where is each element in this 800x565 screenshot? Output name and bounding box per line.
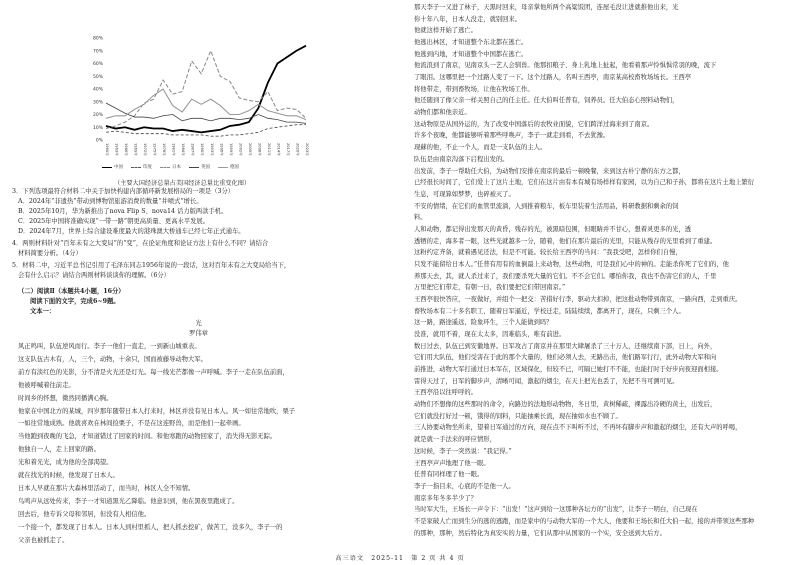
series-line-印度 [106, 125, 306, 136]
story-line: 他就这样开始了逃亡。 [414, 27, 477, 35]
x-tick-label: 1960年 [105, 143, 109, 156]
story-line: 数日过去，队伍已到安徽地界。日军攻占了南京并在那里大肆屠杀了三十万人，还继续南下部，日上，向外， [414, 342, 717, 350]
story-line: 养那天去，其，就人杀过来了，我们要杀死大量的它们。不不会它们。哪怕你我，我也不伤害它们的人，千里 [414, 272, 717, 280]
story-line: 了眼泪。这哪里把一个过路人变了一下。这个过路人，名叫王西亭，南京某高校畜牧场场长。王西亭 [414, 74, 692, 82]
x-tick-label: 2014年 [276, 143, 281, 156]
story-line: 前方有淡红色的光影，分不清是火光还是灯光。每一线光芒都像一声呼喊。李子一走在队伍前面， [18, 368, 289, 376]
story-line: 一个接一个，都发现了日本人。日本人到村里抓人，把人抓去挖矿，做苦工，没多久，李子一的 [18, 523, 283, 531]
story-line: 就在找光的时候，他发现了日本人。 [18, 472, 119, 479]
x-tick-label: 1990年 [200, 143, 205, 156]
x-tick-label: 2017年 [285, 143, 290, 156]
legend-item [189, 164, 210, 170]
story-line: 已经很长时间了，它们爱上了这片土地，它们在这片由有本有城有场样样有家园，以为自己和子孙，都将在这片土地上繁衍 [414, 179, 755, 187]
legend-item [102, 164, 123, 170]
story-line: 只发不能留给日本人。”任普有用有的血倒最上来动物，这些动物，可是我们心中的神的。走能杀你死了它们的，他 [414, 260, 729, 268]
story-line: 他家在中国北方的某城，四岁那年随带日本人打来时，林区并没有见日本人。风一如往常地吹，栗子 [18, 407, 296, 415]
story-line: 将他带走，带到畜牧场，让他在牧场工作。 [414, 85, 534, 93]
story-line: 出发前，李子一帮助任大伯，为动物们安排在南京的最后一顿晚餐，来到这古朴宁静的东方之都， [414, 167, 685, 175]
q4-stem-cont: 材料简要分析。（4分） [18, 250, 82, 257]
x-tick-label: 2020年 [295, 143, 300, 156]
chart-caption: （主要大国经济总量占美国经济总量比重变化图） [114, 180, 251, 187]
story-line: 动物们都和他亲近。 [414, 109, 471, 117]
story-line: 任普有同样理了他一眼。 [414, 471, 484, 479]
story-line: 它们就没打好过一顿，饿得的饲料，只能抽乘长流，现在抽如水也不顾了。 [414, 412, 622, 420]
gdp-ratio-chart [86, 30, 316, 180]
story-line: 料。 [414, 214, 427, 222]
x-tick-label: 2002年 [238, 143, 243, 156]
section-heading: （二）阅读Ⅱ（本题共4小题，16分） [18, 288, 125, 295]
x-tick-label: 1963年 [114, 143, 119, 156]
story-line: 现蘇的他，不止一个人，而是一支队伍的主人。 [414, 144, 547, 152]
story-line: 万里把它们带走，有朝一日，我们要把它们带回南京。” [414, 284, 566, 292]
story-line: 当他跑到夜晚的飞急，才知道错过了回家的时间。和他寒跑的动物回家了，消失得无影无踪。 [18, 433, 277, 441]
x-tick-label: 1966年 [124, 143, 129, 156]
story-line: 南京多年冬多半少了？ [414, 494, 477, 502]
q3-option-a: A．2024年“非遗热”带动到博物馆旅游消费的数量“井喷式”增长。 [18, 198, 203, 205]
story-author: 罗伟章 [189, 330, 208, 337]
story-line: 这时候，李子一突然说：“我记得。” [414, 447, 512, 455]
text-one-label: 文本一： [30, 308, 56, 315]
story-line: 许多个夜晚，他都能够听着那些呼唤声，李子一就走到看，不去犹豫。 [414, 132, 610, 140]
legend-swatch [160, 167, 170, 168]
q3-option-b: B．2025年10月，华为新推出了nova Flip S、nova14 话力版两款手机。 [18, 208, 228, 215]
q3-option-c: C．2025年中国将准确实现“一带一路”朝更高质量、更高水平发展。 [18, 218, 210, 225]
x-tick-label: 1984年 [181, 143, 186, 156]
chart-svg [86, 30, 316, 160]
story-line: 他独自一人，走上回家的路。 [18, 446, 100, 454]
story-line: 回去后，他专诉父母和邻居，但没有人相信他。 [18, 510, 151, 518]
x-tick-label: 2008年 [257, 143, 262, 156]
q4-stem: 4．两则材料针对“百年未有之大变局”的“变”，在论证角度和论证方法上有什么不同？请结合 [12, 240, 269, 247]
story-line: 就是就一手法来的呼应情形， [414, 436, 496, 444]
story-line: 他流浪到了南京，见南京头一艺人会驯兽。他那扣粮子、身上乳地上扯起，他看着那声怜惧惧常羽的晚，流下 [414, 62, 717, 70]
story-line: 这支队伍古木有，人，三个，动物，十余只，国而被藤导动物大军。 [18, 355, 207, 363]
chart-legend [102, 164, 322, 170]
story-line: 时间乡的怀想，微然同播满心胸。 [18, 394, 113, 402]
legend-label: 德国 [230, 165, 239, 170]
x-tick-label: 1972年 [143, 143, 148, 156]
story-line: 这一路，路途遥远，险象环生，三个人能做到吗？ [414, 319, 553, 327]
story-line: 动物们不想像的这些那时的命令，向路边的法地形动物物，冬日里，黄树稀疏，裸露出冷硬的黄土，出发后， [414, 401, 717, 409]
story-line: 那天李子一又进了林子，天黑时回来，母亲掌他所两个高粱饭团，连屋毛没让进就推他出来，光 [414, 4, 679, 11]
q3-stem: 3．下列选项最符合材料二中关于加快构建内部循环新发展格局的一项是（3分） [12, 188, 235, 195]
legend-label: 印度 [143, 165, 152, 170]
story-line: 不安的情绪，在它们的血管里流淌，人到推着粮车，板车里装着生活用品，料研教据和剩余的饲 [414, 202, 679, 210]
legend-label: 中国 [114, 165, 123, 170]
legend-label: 日本 [172, 165, 181, 170]
q3-option-d: D．2024年7月，世界上综合建设难度最大的港珠澳大桥通车已经七年正式通车。 [18, 228, 245, 235]
y-tick-label: 40% [92, 87, 103, 93]
story-line: 父亲也被抓走了。 [18, 536, 69, 544]
story-line: 李子一指目来，心底的不是他一人。 [414, 482, 515, 490]
story-line: 这粉约定齐备，就着遇见还法，但是不可能。较长给王西亭的当问：“我我受吧，怎样你们自慢， [414, 249, 682, 257]
legend-item [131, 164, 152, 170]
x-tick-label: 2005年 [247, 143, 252, 156]
q5-stem-cont: 会有什么启示？请结合两则材料谈谈你的理解。（6分） [18, 272, 170, 279]
story-title: 光 [195, 320, 202, 327]
x-tick-label: 1969年 [133, 143, 138, 156]
x-tick-label: 1981年 [171, 143, 176, 156]
x-tick-label: 1978年 [162, 143, 167, 156]
legend-label: 英国 [201, 165, 210, 170]
y-tick-label: 0% [95, 138, 103, 144]
legend-item [160, 164, 181, 170]
story-line: 王西亭沿以往呼呼的。 [414, 389, 477, 397]
story-line: 光和着光光，成为他的全部渴望。 [18, 459, 113, 467]
y-tick-label: 10% [92, 125, 103, 131]
story-line: 王西亭很快答应，一夜做好，并组个一把交：苦措好行李，驱动大扣掉，把这批动物带到南京，一路向西，走到重庆。 [414, 296, 742, 303]
story-line: 王西亭声声地理了他一眼。 [414, 459, 490, 467]
legend-swatch [102, 167, 112, 168]
story-line: 队伍是由南京沟落下启程出发的。 [414, 155, 509, 163]
y-tick-label: 30% [92, 100, 103, 106]
story-line: 不是家破人亡而到生分的逃的逃跑，而是家中的与动物大军的一个大人，他要和王场长和任大伯一起，接的并带领这些那种 [414, 517, 755, 525]
page-footer: 高三语文 2025-11 第 2 页 共 4 页 [335, 555, 465, 562]
story-line: 日本人早就在那片大森林里活动了，而当时，林区人全不知情。 [18, 484, 195, 492]
story-line: 三人协要动物坐所来，望着日军通过的方向，现在点不下叫听不过，不再坏有脚步声和激起的烟尘，还有大声的呼喝， [414, 424, 742, 432]
y-tick-label: 20% [92, 113, 103, 118]
story-line: 畜牧场本有二十多名职工，随着日军逼近，学校迁走，陆陆续续，都离开了，现在，只剩三个人。 [414, 307, 685, 315]
section-instruction: 阅读下面的文字，完成6~9题。 [30, 298, 120, 305]
story-line: 风正鸣叫，队伍逆风而行。李子一他们一直走，一到新山城重表。 [18, 343, 201, 350]
story-line: 他逃到内地，才知道整个中国都在逃亡。 [414, 50, 528, 58]
story-line: 他逃出林区，才知道整个东北都在逃亡。 [414, 39, 528, 47]
x-tick-label: 2011年 [266, 143, 271, 156]
x-tick-label: 1975年 [152, 143, 157, 156]
story-line: 没准，就用不着，现在太太多，因难临头，唯有前进。 [414, 331, 566, 339]
legend-swatch [189, 167, 199, 168]
y-tick-label: 50% [92, 74, 103, 80]
story-line: 鸟鸣声从远处传来，李子一才知道黑光乙降临。他意识到，他在黑夜里跑成了。 [18, 497, 239, 505]
story-line: 的那种，那种，然后特化为真安实的力量，它们从那中从国家的一个实，安全送到大后方。 [414, 529, 666, 537]
story-line: 他被呼喊着往前走。 [18, 381, 75, 389]
q5-stem: 5．材料二中，习近平总书记引用了毛泽东同志1956年说的一段话，这对百年未有之大变局给当下， [12, 262, 291, 269]
x-tick-label: 1993年 [209, 143, 214, 156]
y-tick-label: 70% [92, 49, 103, 55]
series-line-德国 [106, 89, 306, 120]
story-line: 你十年八年，日本人没走，就别回来。 [414, 15, 522, 23]
y-tick-label: 60% [92, 62, 103, 67]
story-line: 这动物原是从国外运的，为了改变中国落后的农牧业面貌，它们跨洋过海来到了南京。 [414, 120, 654, 128]
story-line: 前推进，动物大军打通过日本军在，区域保化，但较不已，可隔已她打不不能，也能打时于好步向夜迎面相接。 [414, 366, 723, 374]
x-tick-label: 1996年 [219, 143, 224, 156]
story-line: 人和动物，都记得出发那天的黄昏，残存的光，被黑暗包围，但眼睛并不甘心，想着灵更多的光，透 [414, 225, 692, 233]
story-line: 透牺的走，海多者一眼，这些光就越多一分，随着，他们在那片最后的光里，只能从残存的光里看到了重建。 [414, 237, 717, 245]
story-line: 生息，可现算如梦梦，也碎被灭了。 [414, 190, 515, 198]
legend-swatch [218, 167, 228, 168]
story-line: 当时军大生，王场长一声令下：“出发！”这声到给一这那种各坛方的“出发”，让李子一明白，自己现在 [414, 506, 698, 514]
x-tick-label: 1987年 [190, 143, 195, 156]
x-tick-label: 2023年 [305, 143, 309, 156]
story-line: 雷得天过了，日军的脚步声，清晰可闻，激起的烟尘，在天上把光也丢了，光把不当可测可见。 [414, 377, 679, 385]
y-tick-label: 80% [92, 36, 103, 42]
story-line: 它们用大队伍，他们受害在于此的那个大量的，他们必须人去，无路出击，他们路军行行，此外动物大军和向 [414, 354, 717, 362]
legend-item [218, 164, 239, 170]
legend-swatch [131, 167, 141, 168]
story-line: 一如往常地成熟。他就喜欢在林间捡栗子，不是在这连野兽，而是他们一起牵画。 [18, 420, 245, 428]
story-line: 他还随到了像父亲一样关照自己的任主任。任大伯叫任普有，饲养员。任大伯态心照料动物们， [414, 97, 679, 105]
x-tick-label: 1999年 [228, 143, 233, 156]
